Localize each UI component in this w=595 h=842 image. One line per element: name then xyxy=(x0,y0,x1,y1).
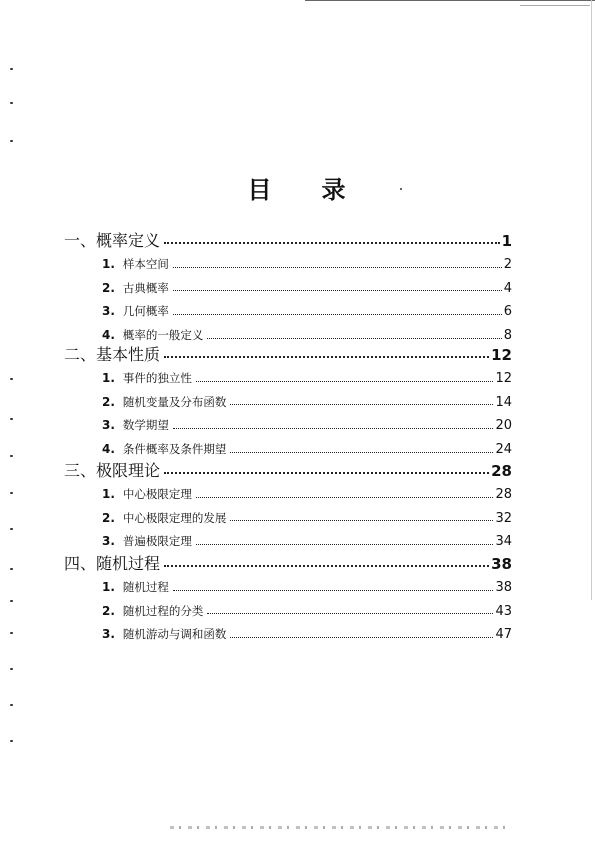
toc-section-number: 2. xyxy=(102,394,115,409)
toc-page-number: 43 xyxy=(495,603,512,619)
toc-page-number: 8 xyxy=(503,328,512,344)
toc-section-label: 中心极限定理 xyxy=(122,487,192,501)
toc-page-number: 32 xyxy=(495,510,512,526)
toc-chapter-row[interactable] xyxy=(64,458,512,481)
toc-page-number: 6 xyxy=(503,304,512,320)
toc-leader-dots xyxy=(173,590,494,591)
toc-section-number: 3. xyxy=(102,627,115,642)
toc-section-label: 随机过程 xyxy=(122,580,169,594)
toc-page-number: 1 xyxy=(501,232,512,250)
toc-leader-dots xyxy=(230,452,493,453)
toc-leader-dots xyxy=(230,637,493,638)
toc-section-label: 普遍极限定理 xyxy=(122,534,192,549)
toc-section-row[interactable] xyxy=(102,256,512,272)
toc-section-label: 概率的一般定义 xyxy=(122,328,204,343)
toc-section-row[interactable] xyxy=(102,370,512,386)
toc-page-number: 24 xyxy=(495,442,512,458)
toc-page-number: 12 xyxy=(491,346,512,364)
toc-page-number: 28 xyxy=(491,462,512,480)
toc-section-label: 中心极限定理的发展 xyxy=(122,510,227,525)
toc-page-number: 20 xyxy=(495,418,512,434)
toc-section-number: 4. xyxy=(102,442,115,457)
toc-section-label: 数学期望 xyxy=(122,418,169,433)
toc-section-row[interactable] xyxy=(102,486,512,502)
toc-section-row[interactable] xyxy=(102,441,512,457)
toc-page-number: 38 xyxy=(495,580,512,595)
toc-chapter-label: 一、概率定义 xyxy=(64,231,161,250)
toc-section-label: 样本空间 xyxy=(122,257,169,271)
toc-page-number: 4 xyxy=(503,280,512,296)
toc-leader-dots xyxy=(173,267,502,268)
toc-page-number: 47 xyxy=(495,627,512,643)
toc-leader-dots xyxy=(207,338,501,339)
toc-section-row[interactable] xyxy=(102,533,512,549)
toc-section-number: 2. xyxy=(102,510,115,525)
toc-section-label: 几何概率 xyxy=(122,304,169,319)
toc-leader-dots xyxy=(164,242,500,244)
toc-section-label: 古典概率 xyxy=(122,280,169,295)
toc-page-number: 12 xyxy=(495,371,512,386)
toc-leader-dots xyxy=(230,404,493,405)
toc-chapter-label: 二、基本性质 xyxy=(64,345,161,364)
toc-leader-dots xyxy=(173,428,494,429)
toc-page-number: 28 xyxy=(495,487,512,502)
toc-leader-dots xyxy=(164,356,489,358)
toc-chapter-row[interactable] xyxy=(64,342,512,365)
toc-section-number: 1. xyxy=(102,257,115,271)
toc-page-number: 38 xyxy=(491,555,512,573)
toc-page-number: 14 xyxy=(495,394,512,410)
toc-section-label: 随机游动与调和函数 xyxy=(122,627,227,642)
toc-section-number: 4. xyxy=(102,328,115,343)
toc-section-row[interactable] xyxy=(102,417,512,433)
toc-section-row[interactable] xyxy=(102,394,512,410)
toc-leader-dots xyxy=(164,472,489,474)
toc-section-number: 1. xyxy=(102,580,115,594)
toc-page-number: 2 xyxy=(503,257,512,272)
toc-section-number: 3. xyxy=(102,534,115,549)
toc-section-number: 3. xyxy=(102,304,115,319)
toc-leader-dots xyxy=(230,520,493,521)
toc-section-number: 1. xyxy=(102,487,115,501)
title-char-1: 目 xyxy=(247,176,274,204)
toc-section-number: 3. xyxy=(102,418,115,433)
toc-leader-dots xyxy=(196,544,494,545)
toc-chapter-row[interactable] xyxy=(64,551,512,574)
toc-section-label: 随机变量及分布函数 xyxy=(122,394,227,409)
toc-section-row[interactable] xyxy=(102,327,512,343)
toc-leader-dots xyxy=(196,497,494,498)
toc-section-row[interactable] xyxy=(102,579,512,595)
toc-chapter-label: 三、极限理论 xyxy=(64,461,161,480)
toc-section-label: 随机过程的分类 xyxy=(122,603,204,618)
toc-leader-dots xyxy=(207,613,493,614)
toc-section-number: 1. xyxy=(102,371,115,385)
toc-section-row[interactable] xyxy=(102,626,512,642)
title-char-2: 录 xyxy=(321,176,348,204)
toc-section-label: 事件的独立性 xyxy=(122,371,192,385)
toc-chapter-row[interactable] xyxy=(64,228,512,251)
toc-chapter-label: 四、随机过程 xyxy=(64,554,161,573)
toc-section-number: 2. xyxy=(102,603,115,618)
toc-leader-dots xyxy=(196,381,494,382)
toc-section-row[interactable] xyxy=(102,303,512,319)
toc-section-row[interactable] xyxy=(102,603,512,619)
toc-section-label: 条件概率及条件期望 xyxy=(122,442,227,457)
toc-section-number: 2. xyxy=(102,280,115,295)
toc-page-number: 34 xyxy=(495,534,512,550)
toc-leader-dots xyxy=(173,314,502,315)
toc-leader-dots xyxy=(164,565,489,567)
toc-section-row[interactable] xyxy=(102,280,512,296)
toc-section-row[interactable] xyxy=(102,510,512,526)
toc-leader-dots xyxy=(173,290,502,291)
